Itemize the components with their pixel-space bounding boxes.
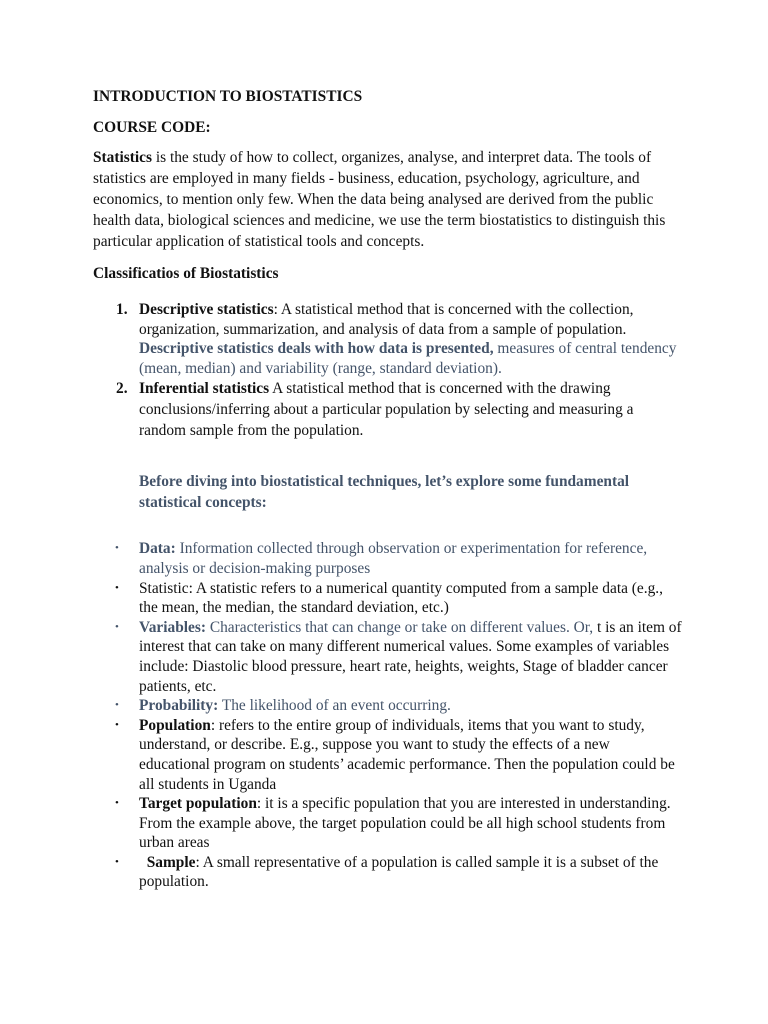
course-code-label: COURSE CODE: (93, 119, 211, 136)
concept-statistic (93, 579, 683, 618)
concept-term: Probability: (139, 697, 219, 715)
concept-probability (93, 696, 683, 716)
classifications-list (93, 300, 683, 441)
bullet-icon: • (115, 699, 119, 712)
intro-term: Statistics (93, 149, 152, 166)
concept-text: t is an item of interest that can take on many different numerical values. Some examples of variables include: Diastolic blood pressure, heart rate, heights, weights, Stage of bladder cancer patients, etc. (139, 618, 682, 695)
concept-text: Statistic: A statistic refers to a numerical quantity computed from a sample data (e.g., the mean, the median, the standard deviation, etc.) (139, 579, 663, 617)
concept-sample (93, 853, 683, 892)
intro-paragraph (93, 147, 683, 252)
bullet-icon: • (115, 542, 119, 555)
classification-highlight-bold: Descriptive statistics deals with how data is presented, (139, 340, 494, 358)
document-title: INTRODUCTION TO BIOSTATISTICS (93, 88, 363, 105)
classification-text: : A statistical method that is concerned with the collection, organization, summarization, and analysis of data from a sample of population. (139, 301, 634, 338)
concept-text: The likelihood of an event occurring. (218, 697, 451, 715)
concepts-list (93, 539, 683, 892)
list-number: 2. (116, 380, 128, 398)
classification-item-descriptive (93, 300, 683, 378)
concept-text: Information collected through observation or experimentation for reference, analysis or decision-making purposes (139, 540, 648, 577)
concept-data (93, 539, 683, 578)
concept-text: : refers to the entire group of individuals, items that you want to study, understand, or describe. E.g., suppose you want to study the effects of a new educational program on students’ academic performance. Then the population could be all students in Uganda (139, 716, 675, 793)
concept-text: : it is a specific population that you are interested in understanding. From the example above, the target population could be all high school students from urban areas (139, 795, 671, 852)
concept-target-population (93, 794, 683, 853)
concept-variables (93, 618, 683, 696)
concept-text-blue: Characteristics that can change or take on different values. Or, (205, 618, 594, 636)
bullet-icon: • (115, 581, 119, 594)
bullet-icon: • (115, 718, 119, 731)
concept-term: Data: (139, 540, 176, 558)
concept-term: Variables: (139, 618, 206, 636)
concept-term: Population (139, 716, 211, 734)
list-number: 1. (116, 301, 128, 318)
classification-highlight-text: measures of central tendency (mean, median) and variability (range, standard deviation). (139, 340, 677, 377)
concept-text: : A small representative of a population is called sample it is a subset of the population. (139, 853, 659, 891)
document-content (93, 86, 683, 892)
concept-term: Sample (139, 853, 196, 871)
classification-text: A statistical method that is concerned with the drawing conclusions/inferring about a particular population by selecting and measuring a random sample from the population. (139, 380, 634, 440)
concept-term: Target population (139, 795, 257, 813)
concept-population (93, 716, 683, 794)
bullet-icon: • (115, 797, 119, 810)
classification-term: Inferential statistics (139, 380, 270, 398)
bullet-icon: • (115, 855, 119, 868)
explore-intro: Before diving into biostatistical techniques, let’s explore some fundamental statistical concepts: (139, 473, 630, 512)
classification-term: Descriptive statistics (139, 301, 274, 318)
classifications-heading: Classificatios of Biostatistics (93, 265, 279, 282)
bullet-icon: • (115, 620, 119, 633)
intro-text: is the study of how to collect, organizes, analyse, and interpret data. The tools of statistics are employed in many fields - business, education, psychology, agriculture, and economics, to mention only few. When the data being analysed are derived from the public health data, biological sciences and medicine, we use the term biostatistics to distinguish this particular application of statistical tools and concepts. (93, 149, 666, 250)
classification-item-inferential (93, 378, 683, 441)
